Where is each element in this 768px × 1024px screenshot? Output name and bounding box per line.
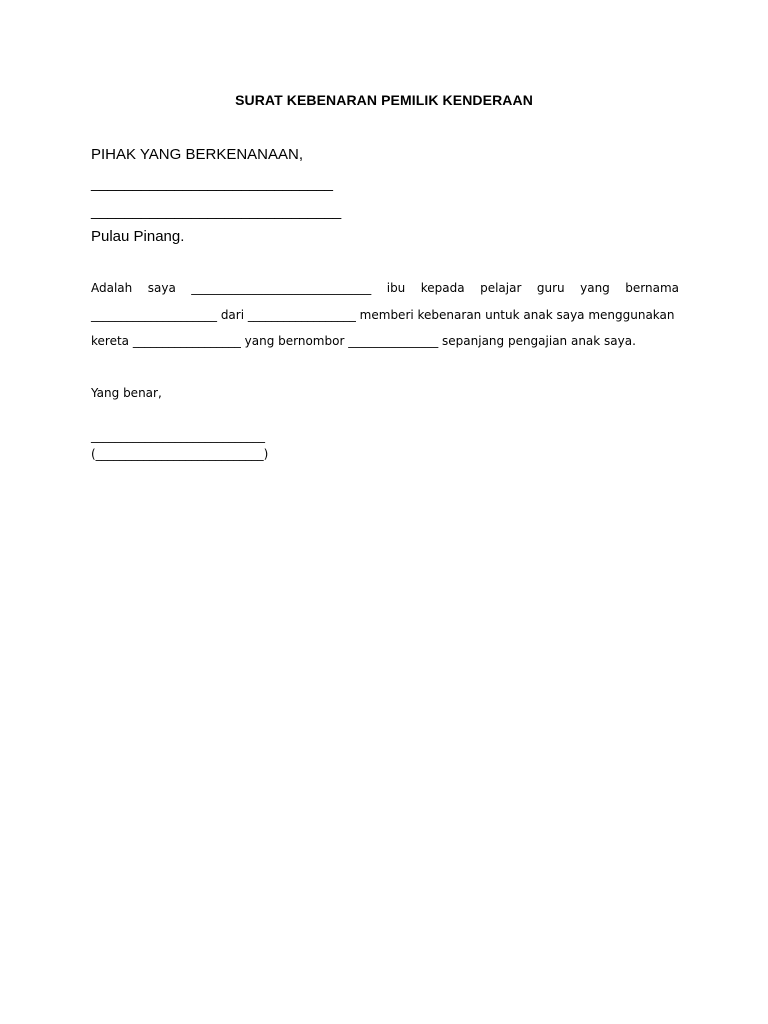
paragraph-word: kepada <box>420 281 465 295</box>
paragraph-word: yang <box>580 281 610 295</box>
document-title: SURAT KEBENARAN PEMILIK KENDERAAN <box>235 92 533 108</box>
owner-name-blank: ______________________________ <box>191 281 372 295</box>
recipient-salutation: PIHAK YANG BERKENANAAN, <box>91 146 304 163</box>
signature-line: _____________________________ <box>91 429 265 443</box>
paragraph-word: pelajar <box>480 281 522 295</box>
paragraph-word: Adalah <box>91 281 133 295</box>
paragraph-word: saya <box>147 281 176 295</box>
recipient-city: Pulau Pinang. <box>91 228 185 245</box>
paragraph-word: ibu <box>386 281 406 295</box>
closing-text: Yang benar, <box>91 386 162 400</box>
paragraph-word: bernama <box>625 281 679 295</box>
paragraph-line-3: kereta __________________ yang bernombor _______________ sepanjang pengajian anak saya. <box>91 334 636 348</box>
recipient-address-line-1: _____________________________ <box>91 175 333 192</box>
paragraph-line-1 <box>91 281 679 295</box>
signature-name-blank: (____________________________) <box>91 447 269 461</box>
paragraph-line-2: _____________________ dari __________________ memberi kebenaran untuk anak saya menggunakan <box>91 308 675 322</box>
recipient-address-line-2: ______________________________ <box>91 203 342 220</box>
paragraph-word: guru <box>536 281 565 295</box>
